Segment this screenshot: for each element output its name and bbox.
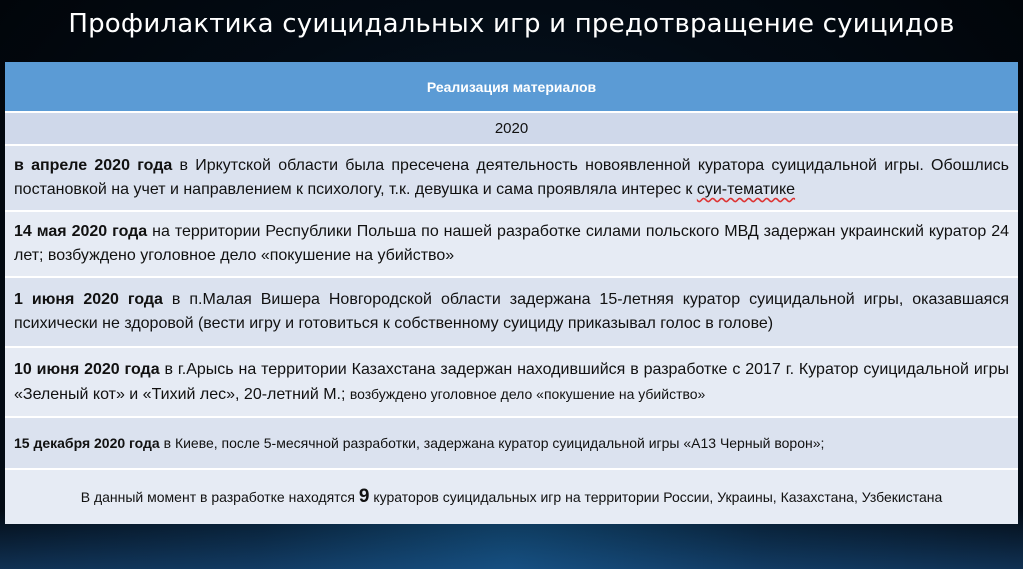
summary-after: кураторов суицидальных игр на территории России, Украины, Казахстана, Узбекистана	[369, 489, 943, 505]
row-description: в Иркутской области была пресечена деятельность новоявленной куратора суицидальной игры. Обошлись постановкой на учет и направлением к психологу, т.к. девушка и сама проявляла интерес к	[14, 157, 1009, 198]
row-description: в г.Арысь на территории Казахстана задержан находившийся в разработке с 2017 г. Куратор суицидальной игры «Зеленый кот» и «Тихий лес», 20-летний М.;	[14, 360, 1010, 403]
slide-title: Профилактика суицидальных игр и предотвращение суицидов	[68, 9, 955, 39]
table-year: 2020	[5, 113, 1018, 146]
table-row	[5, 212, 1018, 278]
row-description-tail: возбуждено уголовное дело «покушение на убийство»	[349, 385, 706, 402]
table-row	[5, 278, 1018, 348]
row-description: на территории Республики Польша по нашей разработке силами польского МВД задержан украинский куратор 24 лет; возбуждено уголовное дело «покушение на убийство»	[14, 223, 1009, 264]
row-date: 15 декабря 2020 года	[14, 435, 160, 451]
row-text	[14, 154, 1009, 202]
summary-count: 9	[358, 486, 370, 507]
row-description: в Киеве, после 5-месячной разработки, задержана куратор суицидальной игры «А13 Черный ворон»;	[159, 435, 825, 451]
table-row	[5, 418, 1018, 470]
table-header: Реализация материалов	[5, 62, 1018, 113]
summary-row	[5, 470, 1018, 524]
summary-text	[81, 485, 943, 509]
row-date: 1 июня 2020 года	[14, 291, 163, 308]
row-text	[14, 431, 1009, 455]
row-date: в апреле 2020 года	[14, 157, 173, 174]
row-text	[14, 288, 1009, 336]
row-date: 10 июня 2020 года	[14, 360, 160, 378]
row-date: 14 мая 2020 года	[14, 223, 148, 240]
summary-before: В данный момент в разработке находятся	[80, 489, 359, 505]
row-description: в п.Малая Вишера Новгородской области задержана 15-летняя куратор суицидальной игры, оказавшаяся психически не здоровой (вести игру и готовиться к собственному суициду приказывал голос в голове)	[14, 291, 1009, 332]
materials-table	[5, 62, 1018, 524]
row-description-tail: суи-тематике	[696, 181, 796, 198]
table-row	[5, 146, 1018, 212]
row-text	[14, 358, 1009, 407]
row-text	[14, 220, 1009, 268]
table-row	[5, 348, 1018, 418]
